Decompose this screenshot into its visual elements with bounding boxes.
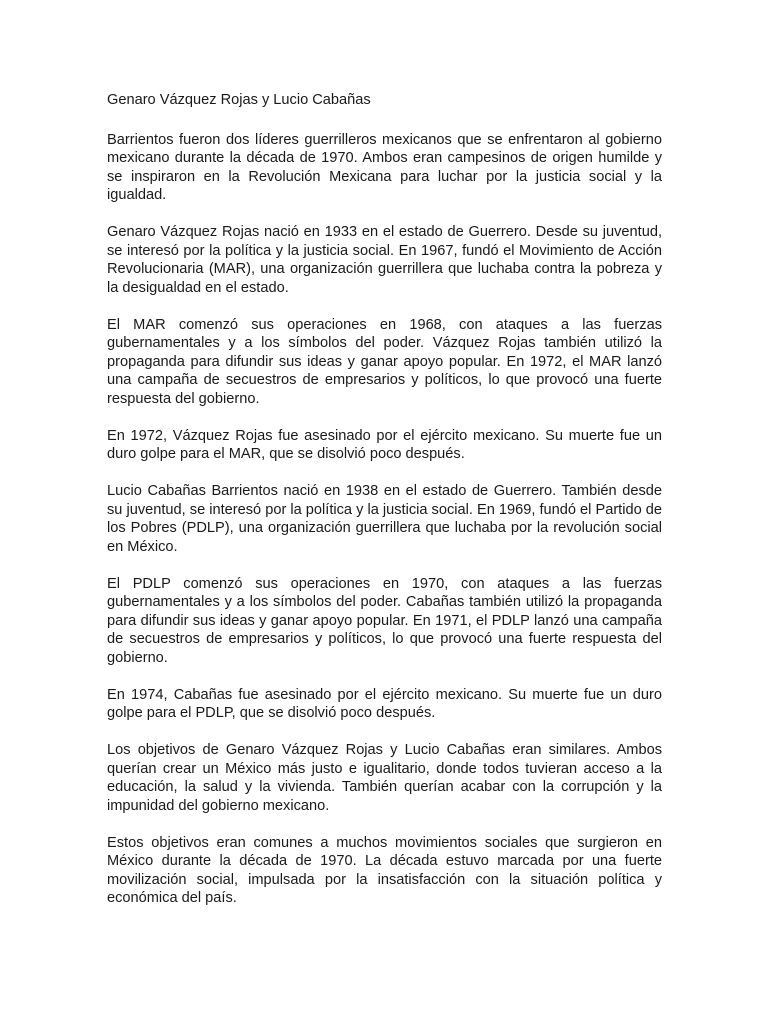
paragraph-6: El PDLP comenzó sus operaciones en 1970, con ataques a las fuerzas gubernamentales y a los símbolos del poder. Cabañas también utilizó la propaganda para difundir sus ideas y ganar apoyo popular. En 1971, el PDLP lanzó una campaña de secuestros de empresarios y políticos, lo que provocó una fuerte respuesta del gobierno.	[107, 575, 662, 666]
paragraph-3: El MAR comenzó sus operaciones en 1968, con ataques a las fuerzas gubernamentales y a los símbolos del poder. Vázquez Rojas también utilizó la propaganda para difundir sus ideas y ganar apoyo popular. En 1972, el MAR lanzó una campaña de secuestros de empresarios y políticos, lo que provocó una fuerte respuesta del gobierno.	[107, 316, 662, 407]
paragraph-2: Genaro Vázquez Rojas nació en 1933 en el estado de Guerrero. Desde su juventud, se interesó por la política y la justicia social. En 1967, fundó el Movimiento de Acción Revolucionaria (MAR), una organización guerrillera que luchaba contra la pobreza y la desigualdad en el estado.	[107, 224, 662, 296]
document-title: Genaro Vázquez Rojas y Lucio Cabañas	[107, 92, 371, 108]
paragraph-8: Los objetivos de Genaro Vázquez Rojas y Lucio Cabañas eran similares. Ambos querían crear un México más justo e igualitario, donde todos tuvieran acceso a la educación, la salud y la vivienda. También querían acabar con la corrupción y la impunidad del gobierno mexicano.	[107, 742, 662, 814]
paragraph-5: Lucio Cabañas Barrientos nació en 1938 en el estado de Guerrero. También desde su juventud, se interesó por la política y la justicia social. En 1969, fundó el Partido de los Pobres (PDLP), una organización guerrillera que luchaba por la revolución social en México.	[107, 483, 662, 555]
paragraph-1: Barrientos fueron dos líderes guerrilleros mexicanos que se enfrentaron al gobierno mexicano durante la década de 1970. Ambos eran campesinos de origen humilde y se inspiraron en la Revolución Mexicana para luchar por la justicia social y la igualdad.	[107, 131, 662, 203]
document-body	[107, 91, 662, 926]
paragraph-7: En 1974, Cabañas fue asesinado por el ejército mexicano. Su muerte fue un duro golpe para el PDLP, que se disolvió poco después.	[107, 686, 662, 721]
paragraph-9: Estos objetivos eran comunes a muchos movimientos sociales que surgieron en México durante la década de 1970. La década estuvo marcada por una fuerte movilización social, impulsada por la insatisfacción con la situación política y económica del país.	[107, 834, 662, 906]
paragraph-4: En 1972, Vázquez Rojas fue asesinado por el ejército mexicano. Su muerte fue un duro golpe para el MAR, que se disolvió poco después.	[107, 427, 662, 462]
